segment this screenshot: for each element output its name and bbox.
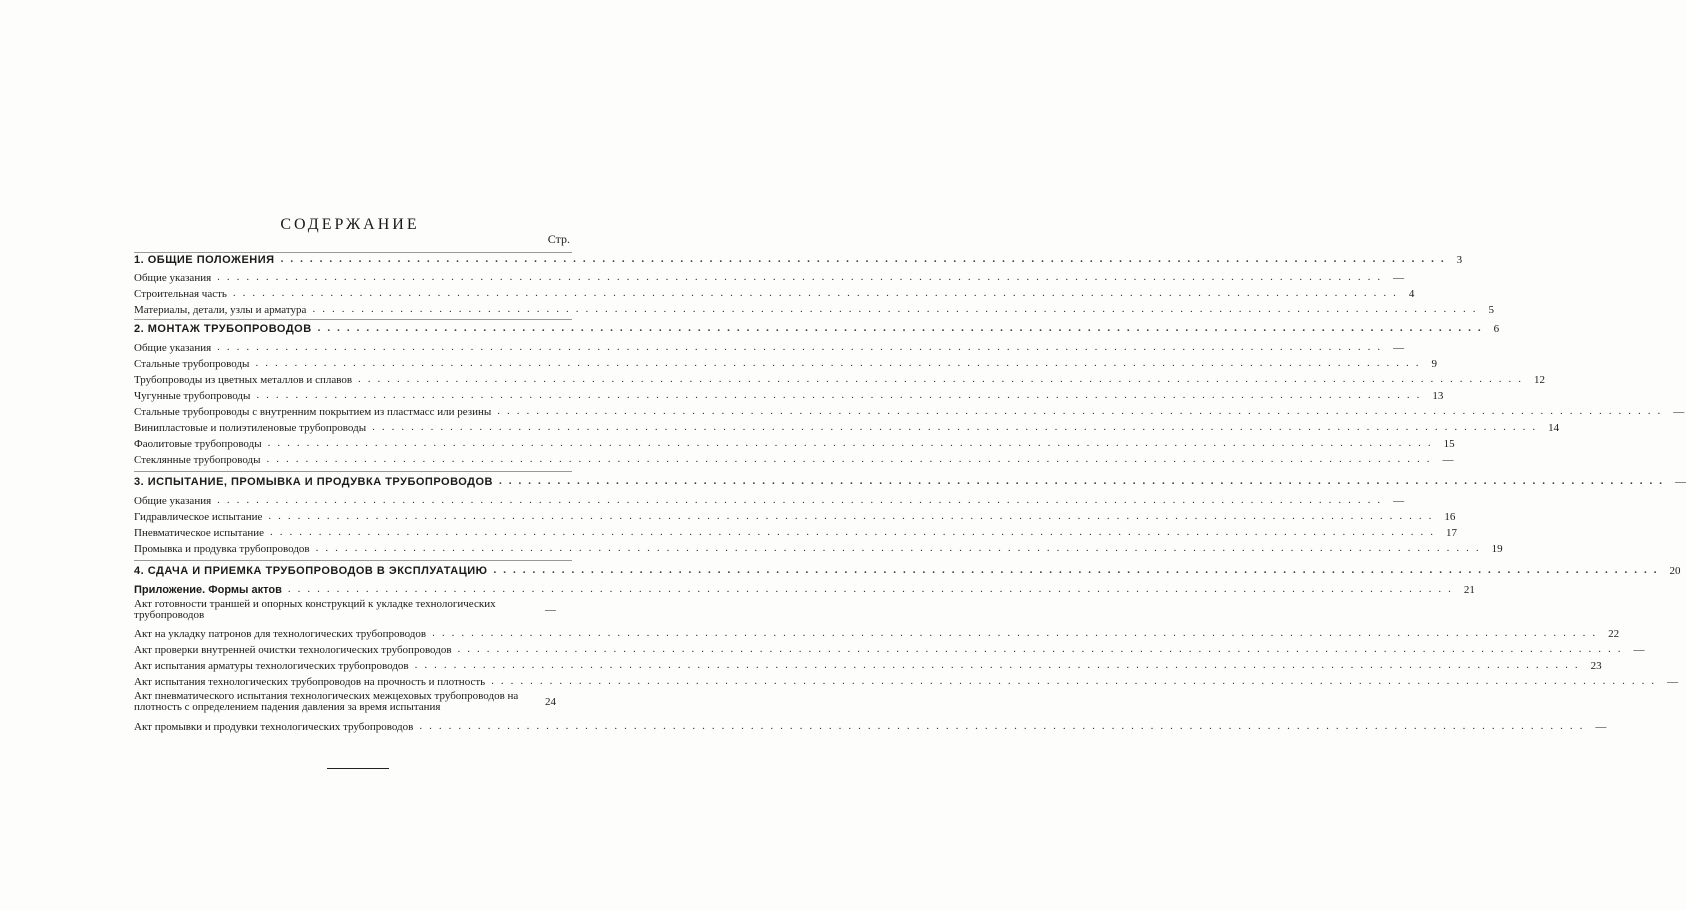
toc-entry-label: 4. СДАЧА И ПРИЕМКА ТРУБОПРОВОДОВ В ЭКСПЛУАТАЦИЮ bbox=[134, 565, 488, 577]
leader-dots: ........................................................................................................................ bbox=[217, 341, 1388, 353]
leader-dots: ........................................................................................................................ bbox=[287, 583, 1458, 595]
toc-entry-label: 2. МОНТАЖ ТРУБОПРОВОДОВ bbox=[134, 323, 312, 335]
leader-dots: ........................................................................................................................ bbox=[358, 373, 1529, 385]
toc-entry-label: Винипластовые и полиэтиленовые трубопроводы bbox=[134, 422, 367, 434]
toc-entry-label: Трубопроводы из цветных металлов и сплавов bbox=[134, 374, 353, 386]
leader-dots: ........................................................................................................................ bbox=[493, 564, 1664, 576]
leader-dots: ........................................................................................................................ bbox=[217, 271, 1388, 283]
leader-dots: ........................................................................................................................ bbox=[419, 720, 1590, 732]
toc-entry bbox=[134, 691, 572, 713]
leader-dots: ........................................................................................................................ bbox=[266, 453, 1437, 465]
toc-entry-label: Гидравлическое испытание bbox=[134, 511, 263, 523]
toc-entry-page: 6 bbox=[1493, 323, 1500, 335]
toc-entry-page: 23 bbox=[1590, 660, 1602, 672]
toc-entry-label: Материалы, детали, узлы и арматура bbox=[134, 304, 307, 316]
toc-entry-page: 20 bbox=[1669, 565, 1681, 577]
toc-entry bbox=[134, 341, 1405, 355]
toc-entry-label: Стальные трубопроводы bbox=[134, 358, 250, 370]
toc-entry-label: Общие указания bbox=[134, 272, 212, 284]
leader-dots: ........................................................................................................................ bbox=[317, 322, 1488, 334]
toc-entry-page: 14 bbox=[1548, 422, 1560, 434]
toc-entry-page: — bbox=[1442, 454, 1454, 466]
leader-dots: ........................................................................................................................ bbox=[255, 357, 1426, 369]
toc-entry bbox=[134, 287, 1415, 301]
toc-entry bbox=[134, 421, 1560, 435]
toc-entry bbox=[134, 357, 1437, 371]
toc-entry-label: Акт проверки внутренней очистки технологических трубопроводов bbox=[134, 644, 452, 656]
page-column-label: Стр. bbox=[547, 232, 570, 246]
toc-entry bbox=[134, 583, 1475, 597]
toc-entry-page: 21 bbox=[1463, 584, 1475, 596]
toc-entry-page: 5 bbox=[1488, 304, 1494, 316]
toc-entry-label: Пневматическое испытание bbox=[134, 527, 265, 539]
leader-dots: ........................................................................................................................ bbox=[232, 287, 1403, 299]
toc-section bbox=[134, 253, 1463, 267]
toc-entry-page: — bbox=[1667, 676, 1679, 688]
toc-entry bbox=[134, 659, 1602, 673]
toc-entry-label: Общие указания bbox=[134, 495, 212, 507]
leader-dots: ........................................................................................................................ bbox=[414, 659, 1585, 671]
toc-entry-label: Приложение. Формы актов bbox=[134, 584, 282, 596]
leader-dots: ........................................................................................................................ bbox=[497, 405, 1668, 417]
toc-entry bbox=[134, 494, 1405, 508]
toc-entry-label: Акт готовности траншей и опорных конструкций к укладке технологических трубопроводов bbox=[134, 598, 496, 621]
toc-entry bbox=[134, 405, 1685, 419]
toc-entry bbox=[134, 510, 1456, 524]
toc-entry bbox=[134, 627, 1620, 641]
toc-entry bbox=[134, 720, 1607, 734]
toc-entry bbox=[134, 437, 1455, 451]
toc-section bbox=[134, 564, 1681, 578]
toc-entry-page: — bbox=[545, 603, 556, 616]
toc-entry-page: 17 bbox=[1446, 527, 1458, 539]
toc-entry-label: Акт пневматического испытания технологических межцеховых трубопроводов на плотность с определением падения давления за время испытания bbox=[134, 690, 519, 713]
toc-entry-page: 15 bbox=[1443, 438, 1455, 450]
toc-entry-page: — bbox=[1633, 644, 1645, 656]
toc-entry-label: Акт промывки и продувки технологических трубопроводов bbox=[134, 721, 414, 733]
toc-entry-page: 9 bbox=[1431, 358, 1437, 370]
toc-entry-label: Акт испытания арматуры технологических трубопроводов bbox=[134, 660, 409, 672]
toc-entry-label: Стеклянные трубопроводы bbox=[134, 454, 261, 466]
leader-dots: ........................................................................................................................ bbox=[372, 421, 1543, 433]
toc-section bbox=[134, 322, 1500, 336]
toc-entry-label: Общие указания bbox=[134, 342, 212, 354]
leader-dots: ........................................................................................................................ bbox=[268, 510, 1439, 522]
toc-entry-page: 13 bbox=[1432, 390, 1444, 402]
toc-entry-page: 3 bbox=[1456, 254, 1463, 266]
toc-entry-page: 24 bbox=[545, 695, 556, 708]
toc-entry-page: 19 bbox=[1491, 543, 1503, 555]
toc-entry bbox=[134, 526, 1458, 540]
leader-dots: ........................................................................................................................ bbox=[270, 526, 1441, 538]
leader-dots: ........................................................................................................................ bbox=[315, 542, 1486, 554]
toc-entry-label: Фаолитовые трубопроводы bbox=[134, 438, 262, 450]
toc-entry bbox=[134, 675, 1679, 689]
toc-entry-page: — bbox=[1595, 721, 1607, 733]
toc-entry-page: 12 bbox=[1534, 374, 1546, 386]
toc-entry-page: 22 bbox=[1608, 628, 1620, 640]
toc-entry-page: 16 bbox=[1444, 511, 1456, 523]
leader-dots: ........................................................................................................................ bbox=[457, 643, 1628, 655]
toc-entry-label: Промывка и продувка трубопроводов bbox=[134, 543, 310, 555]
toc-entry-page: 4 bbox=[1408, 288, 1415, 300]
toc-entry bbox=[134, 389, 1444, 403]
toc-entry bbox=[134, 599, 572, 621]
toc-entry bbox=[134, 303, 1494, 317]
toc-entry-page: — bbox=[1393, 272, 1405, 284]
toc-entry bbox=[134, 373, 1546, 387]
leader-dots: ........................................................................................................................ bbox=[256, 389, 1427, 401]
toc-entry-label: 1. ОБЩИЕ ПОЛОЖЕНИЯ bbox=[134, 254, 275, 266]
page-title: СОДЕРЖАНИЕ bbox=[280, 216, 420, 233]
toc-entry bbox=[134, 453, 1454, 467]
leader-dots: ........................................................................................................................ bbox=[312, 303, 1483, 315]
toc-entry-label: Строительная часть bbox=[134, 288, 227, 300]
toc-section bbox=[134, 475, 1686, 489]
leader-dots: ........................................................................................................................ bbox=[280, 253, 1451, 265]
leader-dots: ........................................................................................................................ bbox=[267, 437, 1438, 449]
toc-entry-page: — bbox=[1673, 406, 1685, 418]
divider bbox=[134, 471, 572, 472]
leader-dots: ........................................................................................................................ bbox=[499, 475, 1669, 487]
toc-entry-page: — bbox=[1393, 342, 1405, 354]
toc-entry-label: Чугунные трубопроводы bbox=[134, 390, 251, 402]
leader-dots: ........................................................................................................................ bbox=[217, 494, 1388, 506]
divider bbox=[134, 319, 572, 320]
leader-dots: ........................................................................................................................ bbox=[432, 627, 1603, 639]
toc-entry bbox=[134, 643, 1645, 657]
closing-rule bbox=[327, 768, 389, 769]
leader-dots: ........................................................................................................................ bbox=[491, 675, 1662, 687]
toc-entry-page: — bbox=[1393, 495, 1405, 507]
toc-entry-label: Акт на укладку патронов для технологических трубопроводов bbox=[134, 628, 427, 640]
toc-entry bbox=[134, 271, 1405, 285]
toc-entry-label: Акт испытания технологических трубопроводов на прочность и плотность bbox=[134, 676, 486, 688]
toc-entry bbox=[134, 542, 1503, 556]
toc-entry-label: Стальные трубопроводы с внутренним покрытием из пластмасс или резины bbox=[134, 406, 492, 418]
toc-entry-page: — bbox=[1675, 476, 1686, 488]
divider bbox=[134, 560, 572, 561]
toc-entry-label: 3. ИСПЫТАНИЕ, ПРОМЫВКА И ПРОДУВКА ТРУБОПРОВОДОВ bbox=[134, 476, 493, 488]
